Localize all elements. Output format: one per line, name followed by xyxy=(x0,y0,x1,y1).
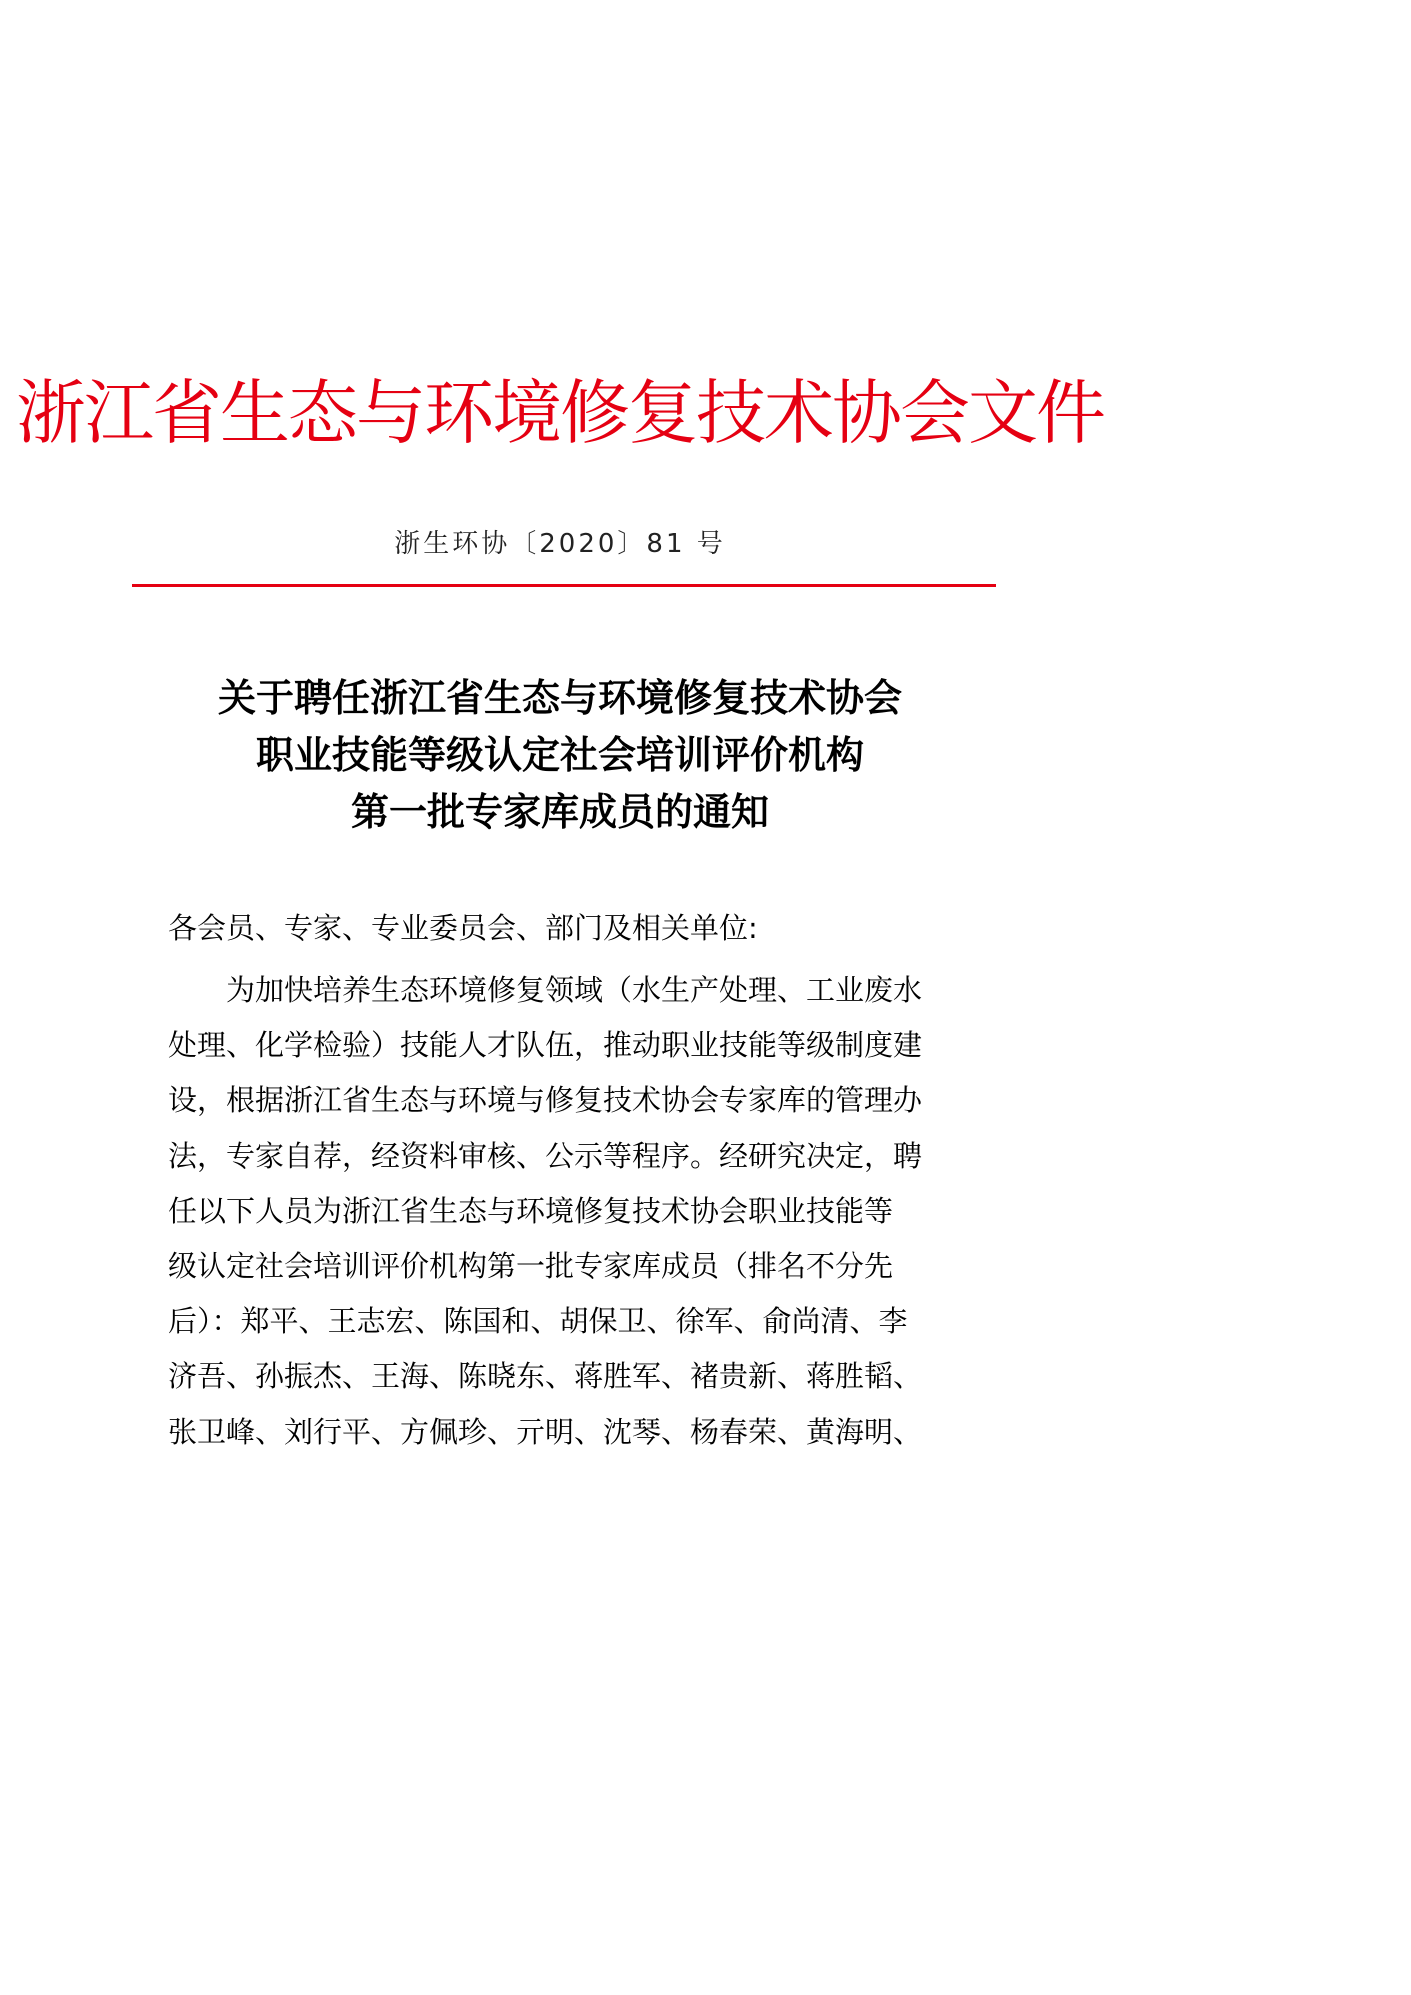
notice-title-line-3: 第一批专家库成员的通知 xyxy=(350,790,769,834)
notice-title-line-1: 关于聘任浙江省生态与环境修复技术协会 xyxy=(217,676,902,720)
body-line: 处理、化学检验）技能人才队伍，推动职业技能等级制度建 xyxy=(168,1028,923,1063)
body-line: 为加快培养生态环境修复领域（水生产处理、工业废水 xyxy=(226,973,923,1007)
body-line: 济吾、孙振杰、王海、陈晓东、蒋胜军、褚贵新、蒋胜韬、 xyxy=(168,1359,923,1394)
body-line: 法，专家自荐，经资料审核、公示等程序。经研究决定，聘 xyxy=(168,1138,923,1173)
body-line: 级认定社会培训评价机构第一批专家库成员（排名不分先 xyxy=(168,1248,894,1283)
document-number: 浙生环协〔2020〕81 号 xyxy=(394,529,726,559)
body-line: 后）：郑平、王志宏、陈国和、胡保卫、徐军、俞尚清、李 xyxy=(168,1304,908,1339)
body-paragraph xyxy=(168,963,948,1460)
org-header-title: 浙江省生态与环境修复技术协会文件 xyxy=(16,372,1104,454)
red-divider-rule xyxy=(132,584,996,587)
body-line: 张卫峰、刘行平、方佩珍、亓明、沈琴、杨春荣、黄海明、 xyxy=(168,1414,923,1449)
salutation: 各会员、专家、专业委员会、部门及相关单位: xyxy=(168,911,758,945)
notice-title-line-2: 职业技能等级认定社会培训评价机构 xyxy=(255,733,864,777)
body-line: 任以下人员为浙江省生态与环境修复技术协会职业技能等 xyxy=(168,1193,894,1228)
body-line: 设，根据浙江省生态与环境与修复技术协会专家库的管理办 xyxy=(168,1083,923,1118)
notice-title xyxy=(0,670,1120,841)
